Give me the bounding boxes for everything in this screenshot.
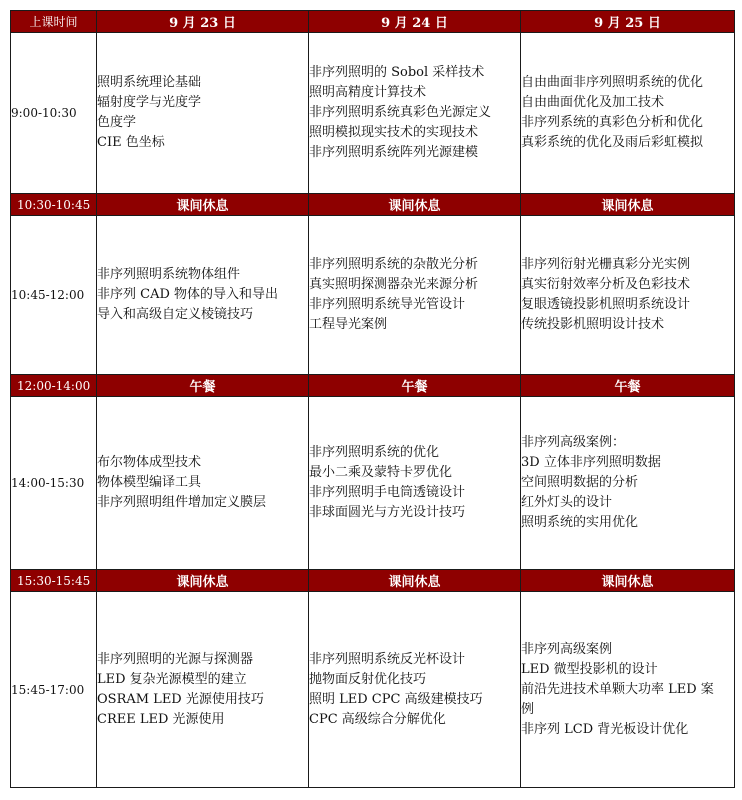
session-time: 9:00-10:30 xyxy=(11,33,97,194)
session-time: 14:00-15:30 xyxy=(11,397,97,570)
break-label: 午餐 xyxy=(309,375,521,397)
break-label: 课间休息 xyxy=(309,194,521,216)
session-cell xyxy=(309,33,521,194)
topic-line: 自由曲面非序列照明系统的优化 xyxy=(521,75,704,90)
topic-line: 工程导光案例 xyxy=(309,317,388,332)
topic-line: 非序列照明系统的杂散光分析 xyxy=(309,257,479,272)
topic-line: 非序列照明系统物体组件 xyxy=(97,267,241,282)
topic-line: OSRAM LED 光源使用技巧 xyxy=(97,691,264,707)
topic-line: 照明 LED CPC 高级建模技巧 xyxy=(309,691,483,707)
course-schedule-table xyxy=(10,10,735,788)
topic-line: 3D 立体非序列照明数据 xyxy=(521,455,661,470)
topic-line: 非序列 CAD 物体的导入和导出 xyxy=(97,287,279,302)
header-row xyxy=(11,11,735,33)
session-cell xyxy=(97,33,309,194)
topic-line: 例 xyxy=(521,701,535,717)
topic-line: 非序列照明系统阵列光源建模 xyxy=(309,145,479,160)
topic-line: 最小二乘及蒙特卡罗优化 xyxy=(309,465,453,480)
session-time: 15:45-17:00 xyxy=(11,592,97,788)
topic-line: 非序列系统的真彩色分析和优化 xyxy=(521,115,704,130)
session-cell xyxy=(309,592,521,788)
break-label: 午餐 xyxy=(521,375,735,397)
session-cell xyxy=(309,397,521,570)
topic-line: 非序列照明手电筒透镜设计 xyxy=(309,485,466,500)
day-header-0925: 9 月 25 日 xyxy=(521,11,735,33)
session-cell xyxy=(521,33,735,194)
topic-line: 红外灯头的设计 xyxy=(521,495,613,510)
day-header-0923: 9 月 23 日 xyxy=(97,11,309,33)
break-label: 课间休息 xyxy=(521,570,735,592)
break-row xyxy=(11,570,735,592)
break-label: 课间休息 xyxy=(97,570,309,592)
break-label: 午餐 xyxy=(97,375,309,397)
topic-line: LED 微型投影机的设计 xyxy=(521,661,658,677)
topic-line: 辐射度学与光度学 xyxy=(97,95,202,110)
session-cell xyxy=(97,592,309,788)
topic-line: 复眼透镜投影机照明系统设计 xyxy=(521,297,691,312)
session-cell xyxy=(521,216,735,375)
topic-line: 真彩系统的优化及雨后彩虹模拟 xyxy=(521,135,704,150)
session-row xyxy=(11,33,735,194)
topic-line: 非序列照明的光源与探测器 xyxy=(97,651,254,667)
session-cell xyxy=(521,397,735,570)
topic-line: 色度学 xyxy=(97,115,137,130)
topic-line: 非序列照明系统导光管设计 xyxy=(309,297,466,312)
topic-line: 照明系统的实用优化 xyxy=(521,515,639,530)
topic-line: 非序列照明系统真彩色光源定义 xyxy=(309,105,492,120)
topic-line: 照明高精度计算技术 xyxy=(309,85,427,100)
topic-line: 非序列照明组件增加定义膜层 xyxy=(97,495,267,510)
topic-line: 非序列高级案例： xyxy=(521,435,626,450)
topic-line: LED 复杂光源模型的建立 xyxy=(97,671,247,687)
session-cell xyxy=(97,216,309,375)
session-time: 10:45-12:00 xyxy=(11,216,97,375)
topic-line: 非序列 LCD 背光板设计优化 xyxy=(521,721,689,737)
topic-line: 物体模型编译工具 xyxy=(97,475,202,490)
topic-line: 非序列照明系统的优化 xyxy=(309,445,440,460)
topic-line: 传统投影机照明设计技术 xyxy=(521,317,665,332)
session-row xyxy=(11,592,735,788)
topic-line: 布尔物体成型技术 xyxy=(97,455,202,470)
break-label: 课间休息 xyxy=(309,570,521,592)
break-label: 课间休息 xyxy=(521,194,735,216)
session-cell xyxy=(521,592,735,788)
topic-line: CIE 色坐标 xyxy=(97,135,165,150)
session-cell xyxy=(97,397,309,570)
topic-line: 真实照明探测器杂光来源分析 xyxy=(309,277,479,292)
break-row xyxy=(11,194,735,216)
session-cell xyxy=(309,216,521,375)
lunch-row xyxy=(11,375,735,397)
topic-line: 真实衍射效率分析及色彩技术 xyxy=(521,277,691,292)
topic-line: 非序列高级案例 xyxy=(521,641,613,657)
topic-line: 非序列照明系统反光杯设计 xyxy=(309,651,466,667)
break-time: 15:30-15:45 xyxy=(11,570,97,592)
break-label: 课间休息 xyxy=(97,194,309,216)
break-time: 10:30-10:45 xyxy=(11,194,97,216)
topic-line: CPC 高级综合分解优化 xyxy=(309,711,446,727)
topic-line: 非球面圆光与方光设计技巧 xyxy=(309,505,466,520)
topic-line: CREE LED 光源使用 xyxy=(97,711,225,727)
topic-line: 抛物面反射优化技巧 xyxy=(309,671,427,687)
topic-line: 自由曲面优化及加工技术 xyxy=(521,95,665,110)
time-column-header: 上课时间 xyxy=(11,11,97,33)
topic-line: 前沿先进技术单颗大功率 LED 案 xyxy=(521,681,714,697)
topic-line: 非序列照明的 Sobol 采样技术 xyxy=(309,65,485,80)
topic-line: 导入和高级自定义棱镜技巧 xyxy=(97,307,254,322)
day-header-0924: 9 月 24 日 xyxy=(309,11,521,33)
session-row xyxy=(11,216,735,375)
topic-line: 照明系统理论基础 xyxy=(97,75,202,90)
break-time: 12:00-14:00 xyxy=(11,375,97,397)
topic-line: 照明模拟现实技术的实现技术 xyxy=(309,125,479,140)
topic-line: 非序列衍射光栅真彩分光实例 xyxy=(521,257,691,272)
session-row xyxy=(11,397,735,570)
topic-line: 空间照明数据的分析 xyxy=(521,475,639,490)
